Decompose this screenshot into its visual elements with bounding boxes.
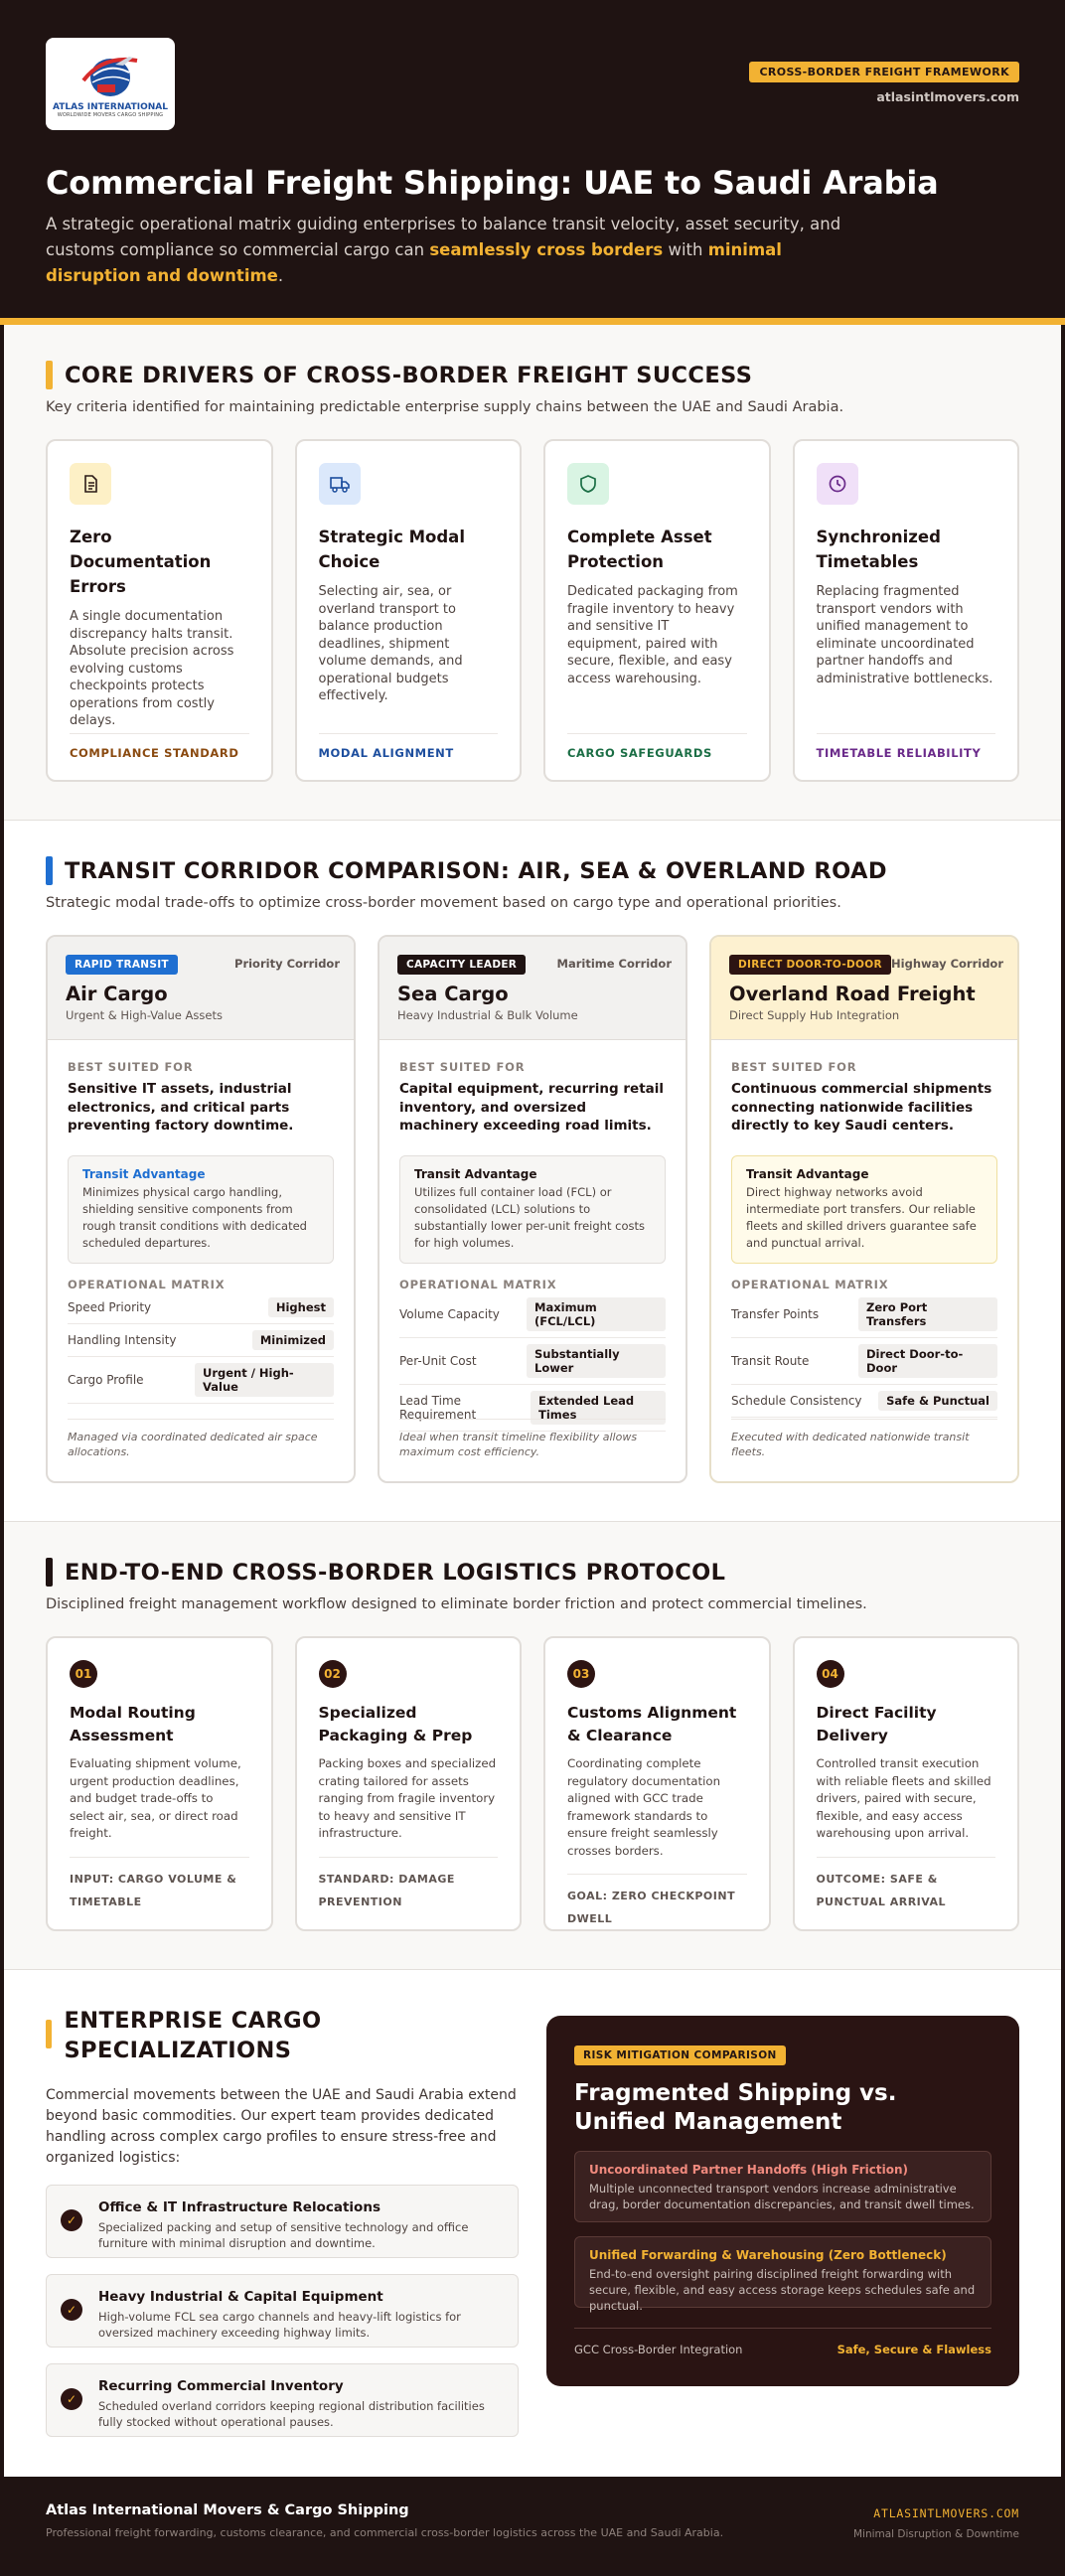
step-number: 02 (319, 1660, 347, 1688)
corridor-subtitle: Heavy Industrial & Bulk Volume (397, 1008, 578, 1022)
step-title: Specialized Packaging & Prep (318, 1704, 473, 1744)
specialization-body: Scheduled overland corridors keeping regional distribution facilities fully stocked without operational pauses. (98, 2399, 485, 2429)
driver-card (295, 439, 523, 782)
matrix-label: OPERATIONAL MATRIX (399, 1277, 557, 1291)
matrix-row (731, 1338, 997, 1385)
best-label: BEST SUITED FOR (731, 1060, 857, 1074)
driver-body: Dedicated packaging from fragile inventory to heavy and sensitive IT equipment, paired with secure, flexible, and easy access warehousing. (567, 584, 738, 686)
matrix-row (68, 1324, 334, 1357)
matrix-row (68, 1357, 334, 1404)
best-suited: Capital equipment, recurring retail inventory, and oversized machinery exceeding road limits. (399, 1081, 665, 1134)
corridor-note: Managed via coordinated dedicated air space allocations. (68, 1419, 334, 1459)
matrix-key: Cargo Profile (68, 1372, 144, 1387)
step-body: Controlled transit execution with reliable fleets and skilled drivers, paired with secure, flexible, and easy access warehousing upon arrival. (816, 1756, 991, 1840)
footer-description: Professional freight forwarding, customs clearance, and commercial cross-border logistics across the UAE and Saudi Arabia. (46, 2526, 724, 2539)
protocol-step (793, 1636, 1020, 1931)
corridor-card-sea (378, 935, 687, 1483)
driver-footer: COMPLIANCE STANDARD (70, 733, 249, 760)
advantage-title: Transit Advantage (82, 1166, 206, 1181)
matrix-key: Transit Route (731, 1353, 810, 1368)
protocol-step (295, 1636, 523, 1931)
matrix-key: Lead Time Requirement (399, 1393, 477, 1422)
matrix-label: OPERATIONAL MATRIX (731, 1277, 889, 1291)
matrix-row (399, 1291, 666, 1338)
step-title: Modal Routing Assessment (70, 1704, 196, 1744)
checkmark-icon: ✓ (61, 2388, 82, 2410)
specialization-item (46, 2363, 519, 2437)
protocol-step (543, 1636, 771, 1931)
corridor-title: Sea Cargo (397, 983, 509, 1005)
protocol-section (4, 1522, 1061, 1970)
corridor-type: Maritime Corridor (556, 957, 672, 971)
matrix-value: Safe & Punctual (878, 1391, 997, 1411)
best-suited: Sensitive IT assets, industrial electronics, and critical parts preventing factory downtime. (68, 1081, 294, 1134)
driver-title: Complete Asset Protection (567, 528, 712, 571)
matrix-value: Urgent / High-Value (195, 1363, 334, 1397)
intro-text: . (277, 266, 284, 285)
specializations-section (4, 1970, 1061, 2477)
driver-card (46, 439, 273, 782)
corridor-header (380, 937, 685, 1040)
step-title: Direct Facility Delivery (816, 1704, 937, 1744)
matrix-row (399, 1338, 666, 1385)
matrix-value: Extended Lead Times (531, 1391, 666, 1425)
footer-site-link[interactable]: ATLASINTLMOVERS.COM (873, 2506, 1019, 2520)
step-footer: OUTCOME: SAFE & PUNCTUAL ARRIVAL (817, 1857, 996, 1913)
panel-footer (574, 2328, 991, 2356)
matrix-key: Schedule Consistency (731, 1393, 862, 1408)
comparison-body: End-to-end oversight pairing disciplined freight forwarding with secure, flexible, and easy access storage keeps schedules safe and punctual. (589, 2267, 976, 2313)
shield-icon (567, 463, 609, 505)
comparison-title: Uncoordinated Partner Handoffs (High Friction) (589, 2163, 908, 2177)
section-subtitle: Key criteria identified for maintaining predictable enterprise supply chains between the UAE and Saudi Arabia. (46, 399, 844, 415)
site-link[interactable]: atlasintlmovers.com (876, 89, 1019, 104)
corridor-badge: RAPID TRANSIT (66, 955, 178, 975)
matrix-value: Substantially Lower (527, 1344, 666, 1378)
drivers-section (4, 325, 1061, 821)
step-number: 01 (70, 1660, 97, 1688)
company-logo[interactable] (46, 38, 175, 130)
corridor-subtitle: Urgent & High-Value Assets (66, 1008, 223, 1022)
specialization-title: Recurring Commercial Inventory (98, 2378, 344, 2394)
section-subtitle: Strategic modal trade-offs to optimize cross-border movement based on cargo type and operational priorities. (46, 895, 841, 911)
specialization-title: Office & IT Infrastructure Relocations (98, 2199, 380, 2215)
matrix-key: Speed Priority (68, 1299, 152, 1314)
section-title: TRANSIT CORRIDOR COMPARISON: AIR, SEA & OVERLAND ROAD (65, 857, 887, 884)
framework-badge: CROSS-BORDER FREIGHT FRAMEWORK (749, 62, 1019, 82)
advantage-title: Transit Advantage (746, 1166, 869, 1181)
transit-advantage (68, 1155, 334, 1264)
intro-text: with (663, 240, 708, 259)
advantage-body: Utilizes full container load (FCL) or consolidated (LCL) solutions to substantially lower per-unit freight costs for high volumes. (414, 1184, 645, 1250)
matrix-key: Per-Unit Cost (399, 1353, 477, 1368)
section-subtitle: Disciplined freight management workflow designed to eliminate border friction and protect commercial timelines. (46, 1596, 867, 1612)
corridor-card-road (709, 935, 1019, 1483)
matrix-value: Zero Port Transfers (858, 1297, 997, 1331)
page-footer (0, 2477, 1065, 2576)
specializations-intro: Commercial movements between the UAE and Saudi Arabia extend beyond basic commodities. Our expert team provides dedicated handling across complex cargo profiles to ensure stress-free and organized logistics: (46, 2087, 517, 2166)
step-title: Customs Alignment & Clearance (567, 1704, 737, 1744)
matrix-row (68, 1291, 334, 1324)
truck-icon (319, 463, 361, 505)
driver-title: Strategic Modal Choice (318, 528, 465, 571)
transit-advantage (399, 1155, 666, 1264)
matrix-row (731, 1385, 997, 1418)
corridor-type: Highway Corridor (891, 957, 1003, 971)
matrix-value: Highest (268, 1297, 334, 1317)
page-header (0, 0, 1065, 325)
matrix-key: Transfer Points (731, 1306, 820, 1321)
section-accent (46, 2020, 52, 2048)
corridor-header (711, 937, 1017, 1040)
footer-motto: Minimal Disruption & Downtime (852, 2528, 1019, 2540)
intro-highlight-disruption: minimal disruption and downtime (46, 240, 782, 285)
panel-title: Fragmented Shipping vs. Unified Management (574, 2080, 897, 2135)
checkmark-icon: ✓ (61, 2299, 82, 2321)
matrix-key: Handling Intensity (68, 1332, 177, 1347)
panel-footer-right: Safe, Secure & Flawless (837, 2343, 991, 2356)
step-body: Coordinating complete regulatory documentation aligned with GCC trade framework standards to ensure freight seamlessly crosses borders. (567, 1756, 721, 1858)
matrix-value: Minimized (252, 1330, 334, 1350)
corridor-header (48, 937, 354, 1040)
section-accent (46, 1558, 53, 1587)
best-label: BEST SUITED FOR (68, 1060, 194, 1074)
specialization-title: Heavy Industrial & Capital Equipment (98, 2289, 383, 2305)
driver-footer: CARGO SAFEGUARDS (567, 733, 747, 760)
section-title: END-TO-END CROSS-BORDER LOGISTICS PROTOCOL (65, 1559, 726, 1586)
comparison-box-unified (574, 2236, 991, 2313)
risk-comparison-panel (546, 2016, 1019, 2386)
logo-brand: ATLAS INTERNATIONAL (53, 101, 168, 112)
advantage-body: Direct highway networks avoid intermediate port transfers. Our reliable fleets and skilled drivers guarantee safe and punctual arrival. (746, 1184, 977, 1250)
panel-badge: RISK MITIGATION COMPARISON (574, 2046, 786, 2065)
comparison-title: Unified Forwarding & Warehousing (Zero Bottleneck) (589, 2248, 947, 2262)
driver-footer: TIMETABLE RELIABILITY (817, 733, 996, 760)
protocol-step (46, 1636, 273, 1931)
driver-card (543, 439, 771, 782)
matrix-value: Direct Door-to-Door (858, 1344, 997, 1378)
section-title: ENTERPRISE CARGO SPECIALIZATIONS (64, 2008, 322, 2063)
corridor-title: Air Cargo (66, 983, 168, 1005)
matrix-label: OPERATIONAL MATRIX (68, 1277, 226, 1291)
advantage-body: Minimizes physical cargo handling, shielding sensitive components from rough transit conditions with dedicated scheduled departures. (82, 1184, 307, 1250)
operational-matrix (68, 1278, 334, 1404)
checkmark-icon: ✓ (61, 2209, 82, 2231)
comparison-box-fragmented (574, 2151, 991, 2222)
corridor-note: Ideal when transit timeline flexibility allows maximum cost efficiency. (399, 1419, 666, 1459)
step-number: 03 (567, 1660, 595, 1688)
transit-advantage (731, 1155, 997, 1264)
step-body: Packing boxes and specialized crating tailored for assets ranging from fragile inventory to heavy and sensitive IT infrastructure. (318, 1756, 497, 1840)
step-number: 04 (817, 1660, 844, 1688)
corridor-badge: CAPACITY LEADER (397, 955, 526, 975)
operational-matrix (399, 1278, 666, 1432)
section-accent (46, 856, 53, 885)
page-title: Commercial Freight Shipping: UAE to Saudi Arabia (46, 164, 939, 202)
corridor-card-air (46, 935, 356, 1483)
driver-body: A single documentation discrepancy halts transit. Absolute precision across evolving customs checkpoints protects operations from costly delays. (70, 609, 234, 728)
logo-tagline: WORLDWIDE MOVERS CARGO SHIPPING (57, 111, 164, 118)
matrix-key: Volume Capacity (399, 1306, 500, 1321)
section-title: CORE DRIVERS OF CROSS-BORDER FREIGHT SUCCESS (65, 362, 753, 388)
section-accent (46, 361, 53, 389)
driver-body: Replacing fragmented transport vendors with unified management to eliminate uncoordinated partner handoffs and administrative bottlenecks. (816, 584, 993, 686)
step-footer: INPUT: CARGO VOLUME & TIMETABLE (70, 1857, 249, 1913)
step-footer: GOAL: ZERO CHECKPOINT DWELL (567, 1874, 747, 1930)
advantage-title: Transit Advantage (414, 1166, 537, 1181)
driver-title: Zero Documentation Errors (70, 528, 212, 596)
best-label: BEST SUITED FOR (399, 1060, 526, 1074)
step-footer: STANDARD: DAMAGE PREVENTION (319, 1857, 499, 1913)
clock-icon (817, 463, 858, 505)
specialization-item (46, 2274, 519, 2348)
corridor-subtitle: Direct Supply Hub Integration (729, 1008, 900, 1022)
panel-footer-left: GCC Cross-Border Integration (574, 2343, 743, 2356)
operational-matrix (731, 1278, 997, 1418)
driver-body: Selecting air, sea, or overland transport to balance production deadlines, shipment volume demands, and operational budgets effectively. (318, 584, 463, 703)
corridor-type: Priority Corridor (234, 957, 340, 971)
footer-company-name: Atlas International Movers & Cargo Shipping (46, 2502, 409, 2518)
driver-footer: MODAL ALIGNMENT (319, 733, 499, 760)
corridor-note: Executed with dedicated nationwide transit fleets. (731, 1419, 997, 1459)
best-suited: Continuous commercial shipments connecting nationwide facilities directly to key Saudi centers. (731, 1081, 992, 1134)
page-intro (46, 212, 860, 289)
matrix-value: Maximum (FCL/LCL) (527, 1297, 666, 1331)
intro-text: A strategic operational matrix guiding enterprises to balance transit velocity, asset security, and customs compliance so commercial cargo can (46, 215, 841, 259)
comparison-body: Multiple unconnected transport vendors increase administrative drag, border documentation discrepancies, and transit dwell times. (589, 2182, 975, 2211)
corridors-section (4, 821, 1061, 1522)
driver-title: Synchronized Timetables (816, 528, 941, 571)
specialization-body: Specialized packing and setup of sensitive technology and office furniture with minimal disruption and downtime. (98, 2220, 469, 2250)
document-icon (70, 463, 111, 505)
intro-highlight-borders: seamlessly cross borders (429, 240, 664, 259)
driver-card (793, 439, 1020, 782)
specialization-body: High-volume FCL sea cargo channels and heavy-lift logistics for oversized machinery exceeding highway limits. (98, 2310, 461, 2340)
corridor-badge: DIRECT DOOR-TO-DOOR (729, 955, 891, 975)
corridor-title: Overland Road Freight (729, 983, 976, 1005)
specialization-item (46, 2185, 519, 2258)
globe-plane-icon (79, 51, 141, 100)
step-body: Evaluating shipment volume, urgent production deadlines, and budget trade-offs to select air, sea, or direct road freight. (70, 1756, 241, 1840)
matrix-row (731, 1291, 997, 1338)
